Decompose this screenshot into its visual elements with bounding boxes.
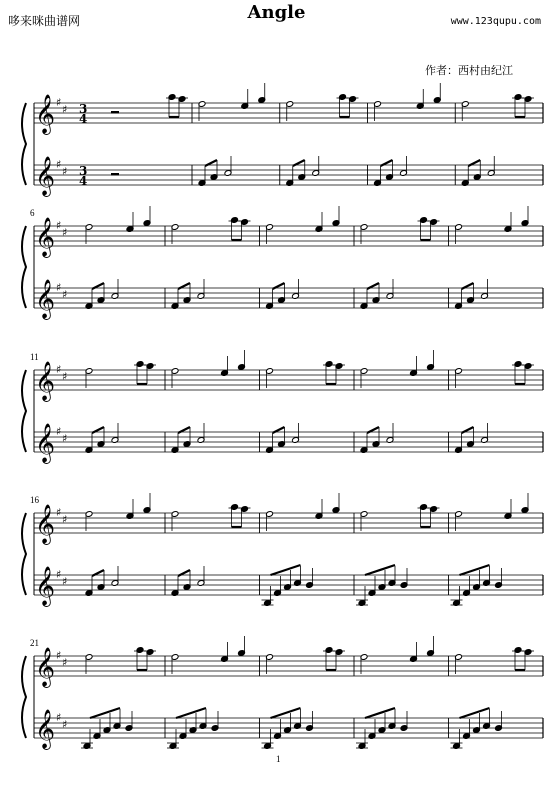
sharp-f: ♯ (56, 281, 62, 294)
treble-clef: 𝄞 (35, 647, 56, 687)
beam (460, 708, 490, 718)
measure-number: 21 (30, 638, 39, 648)
treble-clef: 𝄞 (35, 709, 56, 749)
sharp-f: ♯ (56, 219, 62, 232)
brace (22, 513, 26, 595)
sharp-f: ♯ (56, 425, 62, 438)
fingering-number: 1 (276, 754, 281, 764)
brace (22, 656, 26, 738)
system (22, 636, 543, 750)
sharp-c: ♯ (62, 370, 68, 383)
time-sig-bottom: 4 (79, 112, 88, 126)
brace (22, 226, 26, 308)
treble-clef: 𝄞 (35, 566, 56, 606)
sharp-c: ♯ (62, 513, 68, 526)
sharp-f: ♯ (56, 96, 62, 109)
site-url: www.123qupu.com (450, 16, 541, 27)
system (22, 206, 543, 320)
system (22, 83, 543, 197)
half-rest (111, 173, 119, 176)
score-title: Angle (247, 2, 306, 23)
treble-clef: 𝄞 (35, 423, 56, 463)
treble-clef: 𝄞 (35, 156, 56, 196)
sharp-c: ♯ (62, 288, 68, 301)
sharp-c: ♯ (62, 432, 68, 445)
sharp-f: ♯ (56, 711, 62, 724)
sharp-f: ♯ (56, 363, 62, 376)
beam (271, 708, 301, 718)
sharp-c: ♯ (62, 575, 68, 588)
sharp-f: ♯ (56, 506, 62, 519)
beam (460, 565, 490, 575)
treble-clef: 𝄞 (35, 504, 56, 544)
system (22, 350, 543, 464)
sharp-c: ♯ (62, 226, 68, 239)
measure-number: 16 (30, 495, 39, 505)
beam (271, 565, 301, 575)
time-sig-bottom: 4 (79, 174, 88, 188)
beam (176, 708, 206, 718)
sharp-f: ♯ (56, 568, 62, 581)
half-rest (111, 111, 119, 114)
sharp-c: ♯ (62, 656, 68, 669)
sharp-f: ♯ (56, 158, 62, 171)
composer-credit: 作者：西村由纪江 (425, 64, 513, 77)
treble-clef: 𝄞 (35, 279, 56, 319)
measure-number: 6 (30, 208, 35, 218)
time-sig-top: 3 (79, 102, 88, 116)
sharp-c: ♯ (62, 103, 68, 116)
sharp-c: ♯ (62, 718, 68, 731)
beam (365, 565, 395, 575)
time-sig-top: 3 (79, 164, 88, 178)
brace (22, 370, 26, 452)
system (22, 493, 543, 607)
treble-clef: 𝄞 (35, 94, 56, 134)
measure-number: 11 (30, 352, 39, 362)
sharp-c: ♯ (62, 165, 68, 178)
site-name: 哆来咪曲谱网 (8, 14, 81, 28)
treble-clef: 𝄞 (35, 361, 56, 401)
beam (365, 708, 395, 718)
brace (22, 103, 26, 185)
treble-clef: 𝄞 (35, 217, 56, 257)
sharp-f: ♯ (56, 649, 62, 662)
beam (90, 708, 120, 718)
